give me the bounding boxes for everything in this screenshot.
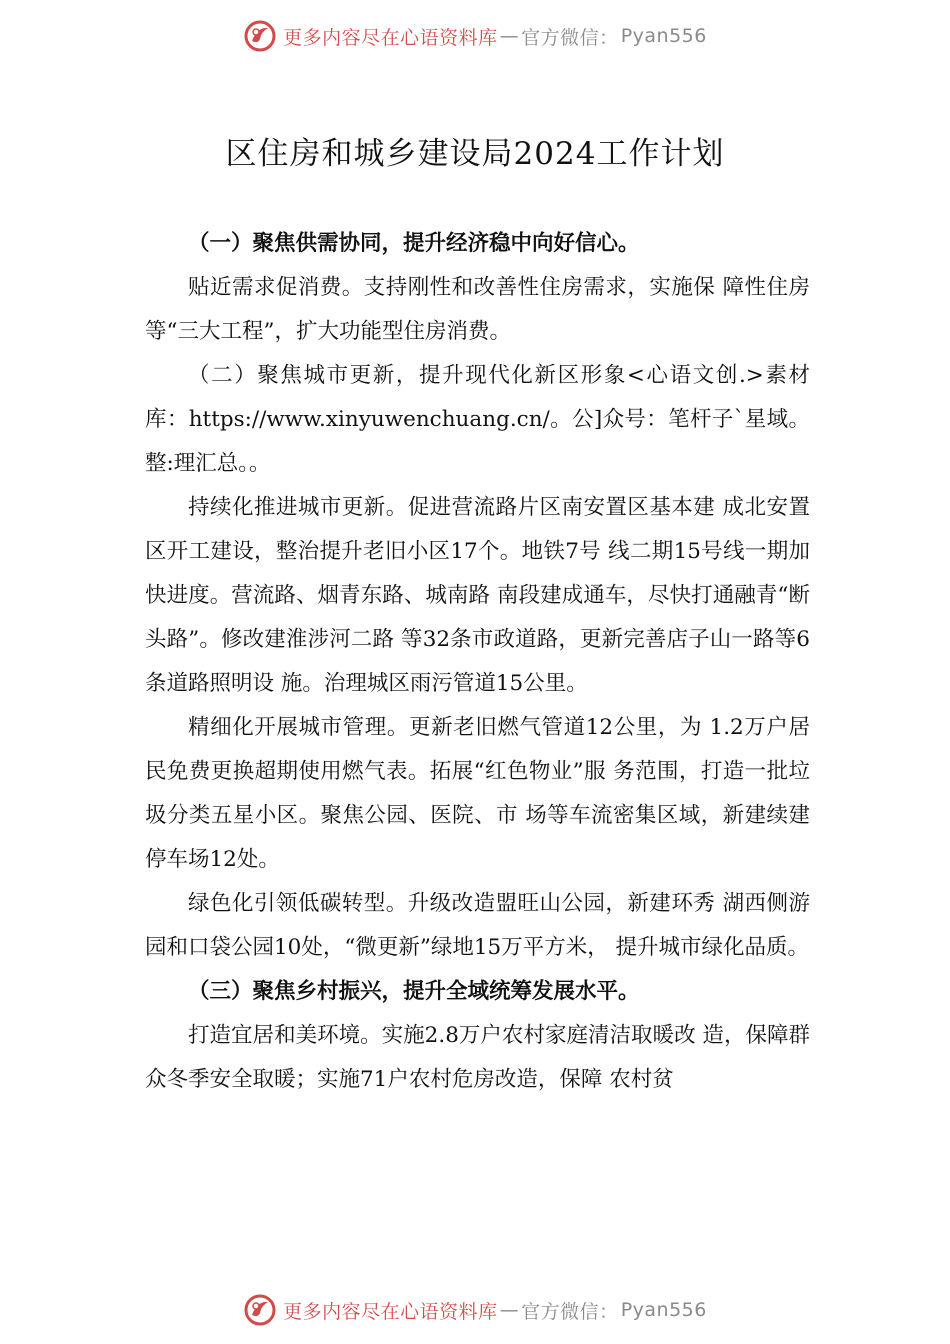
watermark-wechat-id: Pyan556: [620, 1299, 707, 1321]
watermark-brand-text: 更多内容尽在心语资料库: [283, 1300, 498, 1323]
section-heading-3: （三）聚焦乡村振兴，提升全域统筹发展水平。: [188, 979, 640, 1004]
footer-watermark: [0, 1290, 950, 1330]
xinyu-logo-icon: [243, 1293, 277, 1327]
section-heading-1: （一）聚焦供需协同，提升经济稳中向好信心。: [188, 231, 640, 256]
watermark-separator: —: [499, 25, 520, 47]
xinyu-logo-icon: [243, 19, 277, 53]
section-heading-2: （二）聚焦城市更新，提升现代化新区形象<心语文创.>素材库：https://www.xinyuwenchuang.cn/。公]众号：笔杆子`星域。整:理汇总。。: [145, 363, 810, 476]
watermark-wechat-label: 官方微信：: [521, 26, 619, 49]
body-paragraph: 贴近需求促消费。支持刚性和改善性住房需求，实施保 障性住房等“三大工程”，扩大功能型住房消费。: [145, 275, 810, 344]
body-paragraph: 打造宜居和美环境。实施2.8万户农村家庭清洁取暖改 造，保障群众冬季安全取暖；实施71户农村危房改造，保障 农村贫: [145, 1023, 810, 1092]
watermark-separator: —: [499, 1299, 520, 1321]
body-paragraph: 绿色化引领低碳转型。升级改造盟旺山公园，新建环秀 湖西侧游园和口袋公园10处，“微更新”绿地15万平方米， 提升城市绿化品质。: [145, 891, 810, 960]
watermark-wechat-label: 官方微信：: [521, 1300, 619, 1323]
document-title: 区住房和城乡建设局2024工作计划: [225, 136, 725, 172]
watermark-wechat-id: Pyan556: [620, 25, 707, 47]
body-paragraph: 持续化推进城市更新。促进营流路片区南安置区基本建 成北安置区开工建设，整治提升老旧小区17个。地铁7号 线二期15号线一期加快进度。营流路、烟青东路、城南路 南段建成通车，尽快打通融青“断头路”。修改建淮涉河二路 等32条市政道路，更新完善店子山一路等6条道路照明设 施。治理城区雨污管道15公里。: [145, 495, 810, 696]
watermark-brand-text: 更多内容尽在心语资料库: [283, 26, 498, 49]
document-body: [145, 222, 810, 1102]
body-paragraph: 精细化开展城市管理。更新老旧燃气管道12公里，为 1.2万户居民免费更换超期使用燃气表。拓展“红色物业”服 务范围，打造一批垃圾分类五星小区。聚焦公园、医院、市 场等车流密集区域，新建续建停车场12处。: [145, 715, 810, 872]
header-watermark: [0, 16, 950, 56]
